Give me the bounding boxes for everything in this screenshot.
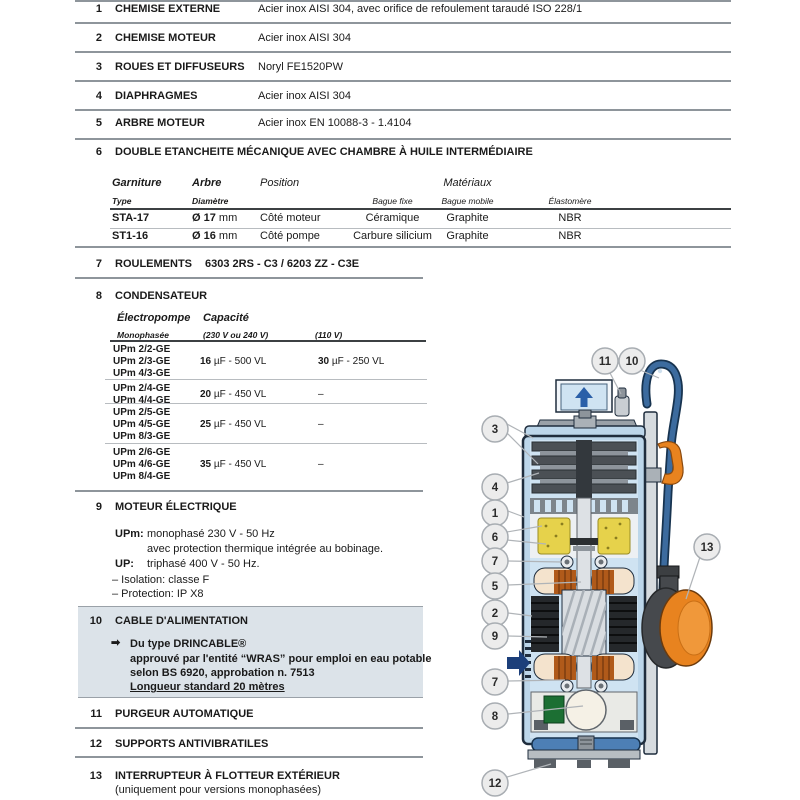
separator [75, 727, 423, 729]
item-value: Acier inox EN 10088-3 - 1.4104 [258, 117, 412, 129]
cap-value-230v [200, 419, 266, 431]
seal-sub-bague-mobile: Bague mobile [441, 196, 494, 206]
item-label: INTERRUPTEUR À FLOTTEUR EXTÉRIEUR [115, 770, 340, 782]
motor-protection: – Protection: IP X8 [112, 588, 204, 600]
seal-bague-mobile: Graphite [446, 230, 489, 242]
cable-standard-line: selon BS 6920, approbation n. 7513 [130, 667, 315, 679]
cap-value-110v [318, 356, 384, 368]
separator [75, 22, 731, 24]
item-label: PURGEUR AUTOMATIQUE [115, 708, 254, 720]
cap-value-110v-part: – [318, 419, 324, 430]
item-value: Acier inox AISI 304 [258, 90, 351, 102]
cap-value-110v-part: 30 [318, 356, 330, 367]
cap-model: UPm 2/4-GE [113, 383, 171, 394]
motor-isolation: – Isolation: classe F [112, 574, 210, 586]
separator [75, 246, 731, 248]
motor-up-value: triphasé 400 V - 50 Hz. [147, 558, 260, 570]
table-rule [110, 228, 731, 229]
cap-value-110v [318, 459, 324, 471]
discharge-port [556, 380, 612, 412]
seal-diametre [192, 230, 237, 243]
callout-leader [508, 511, 524, 517]
seal-diametre [192, 212, 237, 225]
cap-value-230v [200, 356, 266, 368]
cap-sub-230v: (230 V ou 240 V) [203, 330, 269, 340]
cap-model: UPm 2/3-GE [113, 356, 171, 367]
cable-approval-line: approuvé par l'entité “WRAS” pour emploi en eau potable [130, 653, 432, 665]
cap-model: UPm 4/5-GE [113, 419, 171, 430]
item-label: CONDENSATEUR [115, 290, 208, 302]
cap-value-230v-part: 35 [200, 459, 212, 470]
item-label: SUPPORTS ANTIVIBRATILES [115, 738, 269, 750]
diagram-callout-13 [694, 534, 720, 560]
diagram-callout-5 [482, 573, 508, 599]
seal-bague-fixe: Carbure silicium [353, 230, 432, 242]
diagram-callout-10 [619, 348, 645, 374]
item-number: 3 [95, 61, 102, 73]
seal-diametre-part: Ø 16 [192, 230, 216, 242]
seal-sub-diametre: Diamètre [192, 196, 229, 206]
item-label: ROULEMENTS [115, 258, 192, 270]
separator [75, 138, 731, 140]
cap-value-230v-part: 16 [200, 356, 212, 367]
cable-type-line: Du type DRINCABLE® [130, 638, 247, 650]
svg-text:10: 10 [625, 356, 639, 368]
seal-sub-bague-fixe: Bague fixe [372, 196, 413, 206]
svg-text:12: 12 [488, 778, 502, 790]
item-number: 8 [95, 290, 102, 302]
separator [75, 490, 423, 492]
svg-text:3: 3 [491, 424, 499, 436]
svg-text:7: 7 [491, 677, 499, 689]
table-rule [105, 443, 427, 444]
seal-header-garniture: Garniture [112, 177, 162, 189]
motor-upm-value: monophasé 230 V - 50 Hz [147, 528, 275, 540]
cap-model: UPm 8/3-GE [113, 431, 171, 442]
diagram-callout-12 [482, 770, 508, 796]
seal-diametre-part: mm [215, 212, 238, 224]
cap-value-110v-part: µF - 250 VL [329, 356, 385, 367]
seal-elastomere: NBR [558, 212, 582, 224]
impeller-stack [532, 440, 636, 498]
seal-header-position: Position [260, 177, 300, 189]
cap-value-110v-part: – [318, 459, 324, 470]
svg-text:7: 7 [491, 556, 499, 568]
svg-text:9: 9 [491, 631, 499, 643]
item-label: DOUBLE ETANCHEITE MÉCANIQUE AVEC CHAMBRE À HUILE INTERMÉDIAIRE [115, 146, 533, 158]
cap-header-electropompe: Électropompe [117, 312, 191, 324]
cap-model: UPm 8/4-GE [113, 471, 171, 482]
callout-leader [507, 764, 551, 777]
diagram-callout-8 [482, 703, 508, 729]
seal-type: STA-17 [112, 212, 150, 224]
cap-value-230v-part: 25 [200, 419, 212, 430]
item-value: Acier inox AISI 304 [258, 32, 351, 44]
seal-position: Côté pompe [260, 230, 320, 242]
seal-diametre-part: Ø 17 [192, 212, 216, 224]
item-label: ROUES ET DIFFUSEURS [115, 61, 245, 73]
item-number: 6 [95, 146, 102, 158]
motor-upm-note: avec protection thermique intégrée au bobinage. [147, 543, 384, 555]
separator [75, 0, 731, 2]
item-value: Acier inox AISI 304, avec orifice de refoulement taraudé ISO 228/1 [258, 3, 583, 15]
item-number: 11 [90, 708, 102, 720]
separator [75, 51, 731, 53]
cap-model: UPm 4/3-GE [113, 368, 171, 379]
cap-value-110v [318, 419, 324, 431]
cap-model: UPm 2/2-GE [113, 344, 171, 355]
seal-bague-mobile: Graphite [446, 212, 489, 224]
item-number: 5 [95, 117, 102, 129]
seal-elastomere: NBR [558, 230, 582, 242]
capacitor-vessel [566, 690, 606, 730]
cap-model: UPm 4/6-GE [113, 459, 171, 470]
seal-bague-fixe: Céramique [365, 212, 420, 224]
diagram-callout-11 [592, 348, 618, 374]
seal-type: ST1-16 [112, 230, 149, 242]
separator [75, 109, 731, 111]
separator [75, 756, 423, 758]
diagram-callout-1 [482, 500, 508, 526]
cap-model: UPm 4/4-GE [113, 395, 171, 406]
item-number: 10 [89, 615, 102, 627]
item-number: 4 [95, 90, 102, 102]
svg-text:5: 5 [491, 581, 499, 593]
cap-value-230v [200, 459, 266, 471]
seal-diametre-part: mm [215, 230, 238, 242]
item-value: Noryl FE1520PW [258, 61, 343, 73]
cap-value-230v [200, 389, 266, 401]
svg-text:4: 4 [491, 482, 499, 494]
table-rule [110, 340, 426, 342]
item-label: CHEMISE EXTERNE [115, 3, 221, 15]
cap-value-110v [318, 389, 324, 401]
cable-length-line: Longueur standard 20 mètres [130, 681, 285, 693]
separator [75, 277, 423, 279]
item-label: CABLE D'ALIMENTATION [115, 615, 248, 627]
item-label: DIAPHRAGMES [115, 90, 198, 102]
svg-text:8: 8 [491, 711, 499, 723]
cap-value-230v-part: µF - 450 VL [211, 459, 267, 470]
cap-value-230v-part: 20 [200, 389, 212, 400]
cap-sub-monophasee: Monophasée [117, 330, 169, 340]
cap-value-230v-part: µF - 500 VL [211, 356, 267, 367]
seal-header-materiaux: Matériaux [443, 177, 492, 189]
svg-text:2: 2 [491, 608, 499, 620]
cap-value-110v-part: – [318, 389, 324, 400]
separator [75, 80, 731, 82]
cap-model: UPm 2/6-GE [113, 447, 171, 458]
purgeur-valve [615, 388, 629, 416]
arrow-right-icon: ➡ [111, 637, 121, 649]
cap-value-230v-part: µF - 450 VL [211, 389, 267, 400]
base-supports [528, 736, 640, 768]
diagram-callout-7 [482, 669, 508, 695]
item-label: MOTEUR ÉLECTRIQUE [115, 501, 237, 513]
diagram-callout-7 [482, 548, 508, 574]
seal-header-arbre: Arbre [192, 177, 222, 189]
capacitor-chamber [531, 690, 637, 732]
item-number: 2 [95, 32, 102, 44]
diagram-callout-2 [482, 600, 508, 626]
cap-header-capacite: Capacité [203, 312, 249, 324]
item-label: CHEMISE MOTEUR [115, 32, 216, 44]
item-number: 13 [89, 770, 102, 782]
item-number: 9 [95, 501, 102, 513]
cap-model: UPm 2/5-GE [113, 407, 171, 418]
item-value: 6303 2RS - C3 / 6203 ZZ - C3E [205, 258, 360, 270]
motor-up-label: UP: [115, 558, 134, 570]
item-label: ARBRE MOTEUR [115, 117, 205, 129]
item-note: (uniquement pour versions monophasées) [115, 784, 322, 796]
pump-cutaway-diagram [450, 340, 800, 800]
item-number: 7 [95, 258, 102, 270]
seal-sub-elastomere: Élastomère [548, 196, 592, 206]
item-number: 1 [95, 3, 102, 15]
svg-text:11: 11 [598, 356, 612, 368]
seal-position: Côté moteur [260, 212, 321, 224]
motor-upm-label: UPm: [115, 528, 144, 540]
svg-text:6: 6 [491, 532, 499, 544]
cap-sub-110v: (110 V) [315, 330, 343, 340]
seal-sub-type: Type [112, 196, 132, 206]
diagram-callout-3 [482, 416, 508, 442]
item-number: 12 [89, 738, 102, 750]
svg-text:1: 1 [491, 508, 499, 520]
diagram-callout-6 [482, 524, 508, 550]
diagram-callout-9 [482, 623, 508, 649]
table-rule [110, 208, 731, 210]
svg-text:13: 13 [700, 542, 714, 554]
diagram-callout-4 [482, 474, 508, 500]
cap-value-230v-part: µF - 450 VL [211, 419, 267, 430]
